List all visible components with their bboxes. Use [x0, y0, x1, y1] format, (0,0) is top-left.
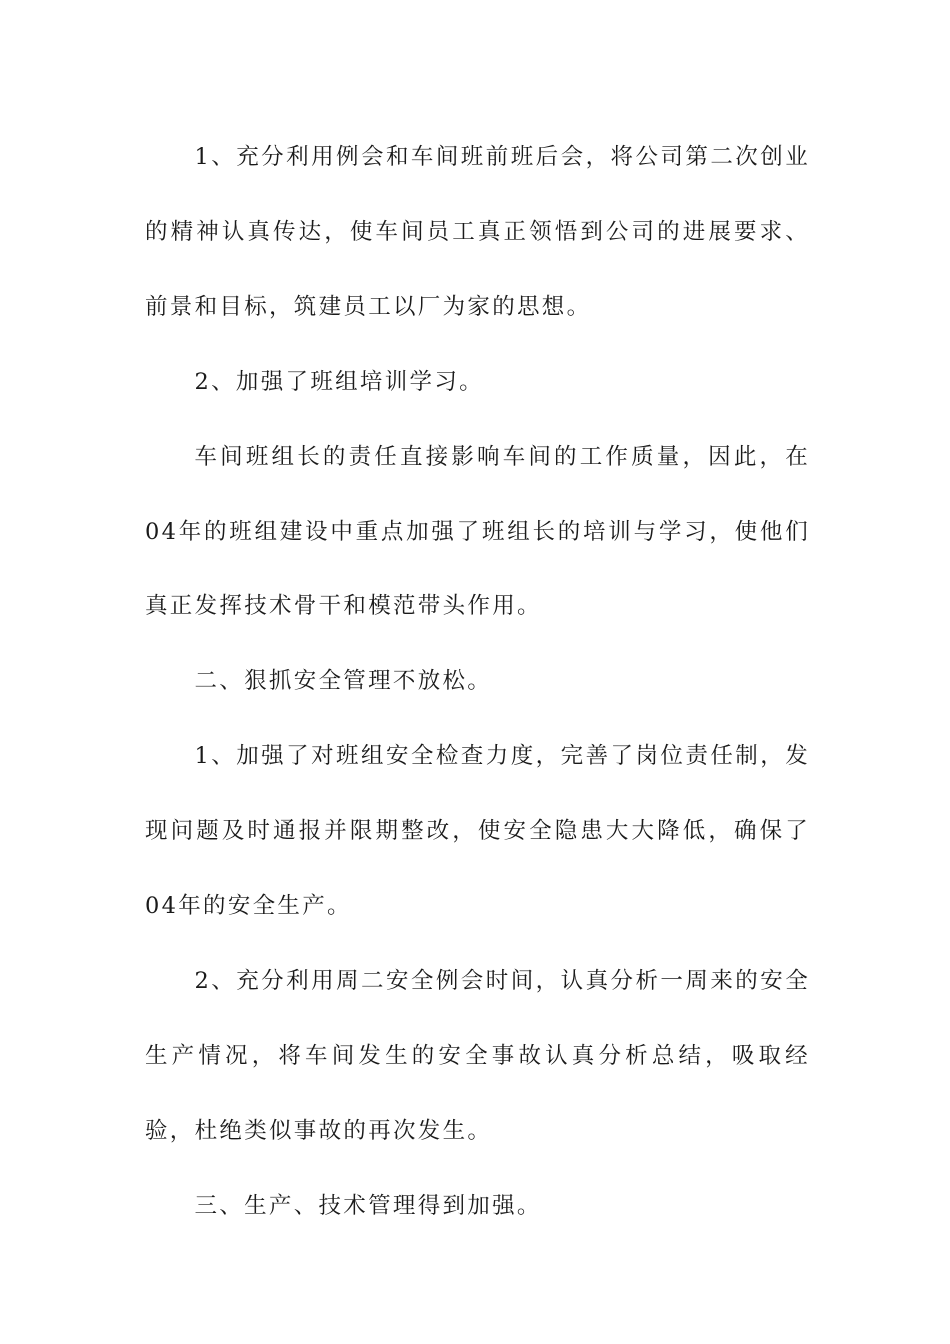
- paragraph-2: 2、加强了班组培训学习。: [194, 368, 484, 395]
- document-body: [145, 120, 810, 1244]
- paragraph-3: 车间班组长的责任直接影响车间的工作质量，因此，在04年的班组建设中重点加强了班组长的培训与学习，使他们真正发挥技术骨干和模范带头作用。: [145, 443, 810, 620]
- section-heading-production: 三、生产、技术管理得到加强。: [194, 1192, 542, 1219]
- section-heading-safety: 二、狠抓安全管理不放松。: [194, 668, 493, 695]
- paragraph-5: 1、加强了对班组安全检查力度，完善了岗位责任制，发现问题及时通报并限期整改，使安全隐患大大降低，确保了04年的安全生产。: [145, 743, 810, 920]
- paragraph-1: 1、充分利用例会和车间班前班后会，将公司第二次创业的精神认真传达，使车间员工真正领悟到公司的进展要求、前景和目标，筑建员工以厂为家的思想。: [145, 144, 810, 320]
- paragraph-6: 2、充分利用周二安全例会时间，认真分析一周来的安全生产情况，将车间发生的安全事故认真分析总结，吸取经验，杜绝类似事故的再次发生。: [145, 967, 810, 1144]
